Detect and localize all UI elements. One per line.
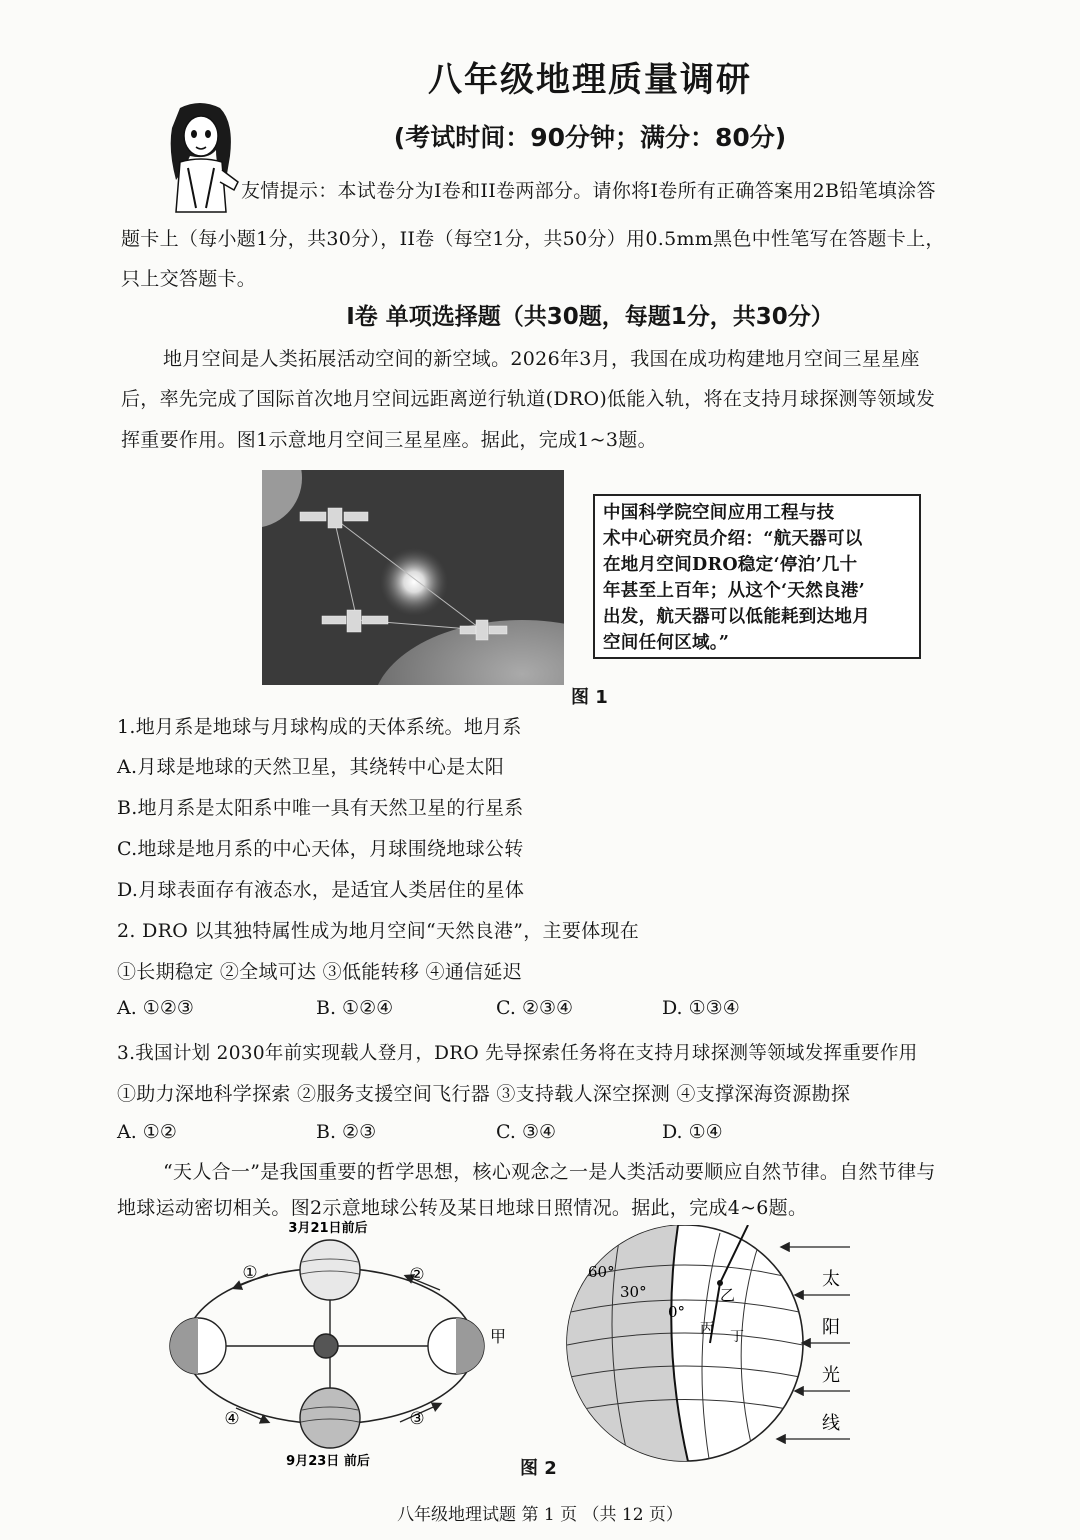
q3-option-a: A. ①② [117,1121,177,1143]
label-ding: 丁 [730,1329,744,1345]
q1-option-a: A.月球是地球的天然卫星，其绕转中心是太阳 [117,756,505,778]
label-orbit-1: ① [242,1263,258,1283]
page-footer: 八年级地理试题 第 1 页 （共 12 页） [397,1505,683,1525]
label-yi: 乙 [720,1286,736,1304]
q1-stem: 1.地月系是地球与月球构成的天体系统。地月系 [117,716,522,738]
label-jia: 甲 [490,1327,507,1346]
q1-option-c: C.地球是地月系的中心天体，月球围绕地球公转 [117,838,524,860]
label-lat-30: 30° [620,1283,647,1301]
q1-option-b: B.地月系是太阳系中唯一具有天然卫星的行星系 [117,797,524,819]
exam-title: 八年级地理质量调研 [428,60,752,100]
section-title: I卷 单项选择题（共30题，每题1分，共30分） [346,304,834,330]
passage2-line-1: “天人合一”是我国重要的哲学思想，核心观念之一是人类活动要顺应自然节律。自然节律与 [163,1161,936,1183]
figure1-constellation-photo [262,470,564,685]
q2-stem: 2. DRO 以其独特属性成为地月空间“天然良港”，主要体现在 [117,920,640,942]
passage1-line-3: 挥重要作用。图1示意地月空间三星星座。据此，完成1~3题。 [121,429,657,451]
figure2-illumination-globe [560,1225,870,1470]
label-sunlight-3: 光 [822,1365,840,1386]
q3-stem: 3.我国计划 2030年前实现载人登月，DRO 先导探索任务将在支持月球探测等领域发挥重要作用 [117,1043,918,1064]
passage1-line-2: 后，率先完成了国际首次地月空间远距离逆行轨道(DRO)低能入轨，将在支持月球探测等领域发 [121,388,936,410]
label-lat-0: 0° [668,1303,686,1321]
q3-items: ①助力深地科学探索 ②服务支援空间飞行器 ③支持载人深空探测 ④支撑深海资源勘探 [117,1083,851,1105]
passage2-line-2: 地球运动密切相关。图2示意地球公转及某日地球日照情况。据此，完成4~6题。 [117,1197,808,1219]
label-orbit-3: ③ [409,1409,425,1429]
q3-option-b: B. ②③ [316,1121,377,1143]
figure2-revolution-diagram [150,1218,520,1478]
passage1-line-1: 地月空间是人类拓展活动空间的新空域。2026年3月，我国在成功构建地月空间三星星座 [163,348,920,370]
notice-line-1: 友情提示：本试卷分为I卷和II卷两部分。请你将I卷所有正确答案用2B铅笔填涂答 [241,180,936,202]
q2-items: ①长期稳定 ②全域可达 ③低能转移 ④通信延迟 [117,961,523,983]
notice-line-2: 题卡上（每小题1分，共30分），II卷（每空1分，共50分）用0.5mm黑色中性笔写在答题卡上， [121,228,945,250]
q3-option-c: C. ③④ [496,1121,557,1143]
label-march: 3月21日前后 [288,1221,368,1236]
notice-line-3: 只上交答题卡。 [121,268,257,290]
q2-option-b: B. ①②④ [316,997,394,1019]
label-orbit-2: ② [409,1265,425,1285]
label-sunlight-1: 太 [822,1269,840,1290]
label-bing: 丙 [700,1321,714,1337]
q2-option-d: D. ①③④ [662,997,740,1019]
figure2-caption: 图 2 [520,1458,557,1479]
figure1-caption: 图 1 [571,687,608,708]
q1-option-d: D.月球表面存有液态水，是适宜人类居住的星体 [117,879,525,901]
label-sunlight-4: 线 [822,1413,840,1434]
label-september: 9月23日 前后 [286,1454,370,1469]
q2-option-a: A. ①②③ [117,997,194,1019]
exam-subtitle: (考试时间：90分钟；满分：80分) [393,123,787,152]
label-lat-60: 60° [588,1263,615,1281]
figure1-quote-box: 中国科学院空间应用工程与技 术中心研究员介绍：“航天器可以 在地月空间DRO稳定‘停泊’几十 年甚至上百年；从这个‘天然良港’ 出发，航天器可以低能耗到达地月 空间任何区域。” [593,494,921,659]
label-orbit-4: ④ [224,1409,240,1429]
q3-option-d: D. ①④ [662,1121,723,1143]
cartoon-girl-illustration [160,100,242,218]
q2-option-c: C. ②③④ [496,997,574,1019]
label-sunlight-2: 阳 [822,1317,840,1338]
